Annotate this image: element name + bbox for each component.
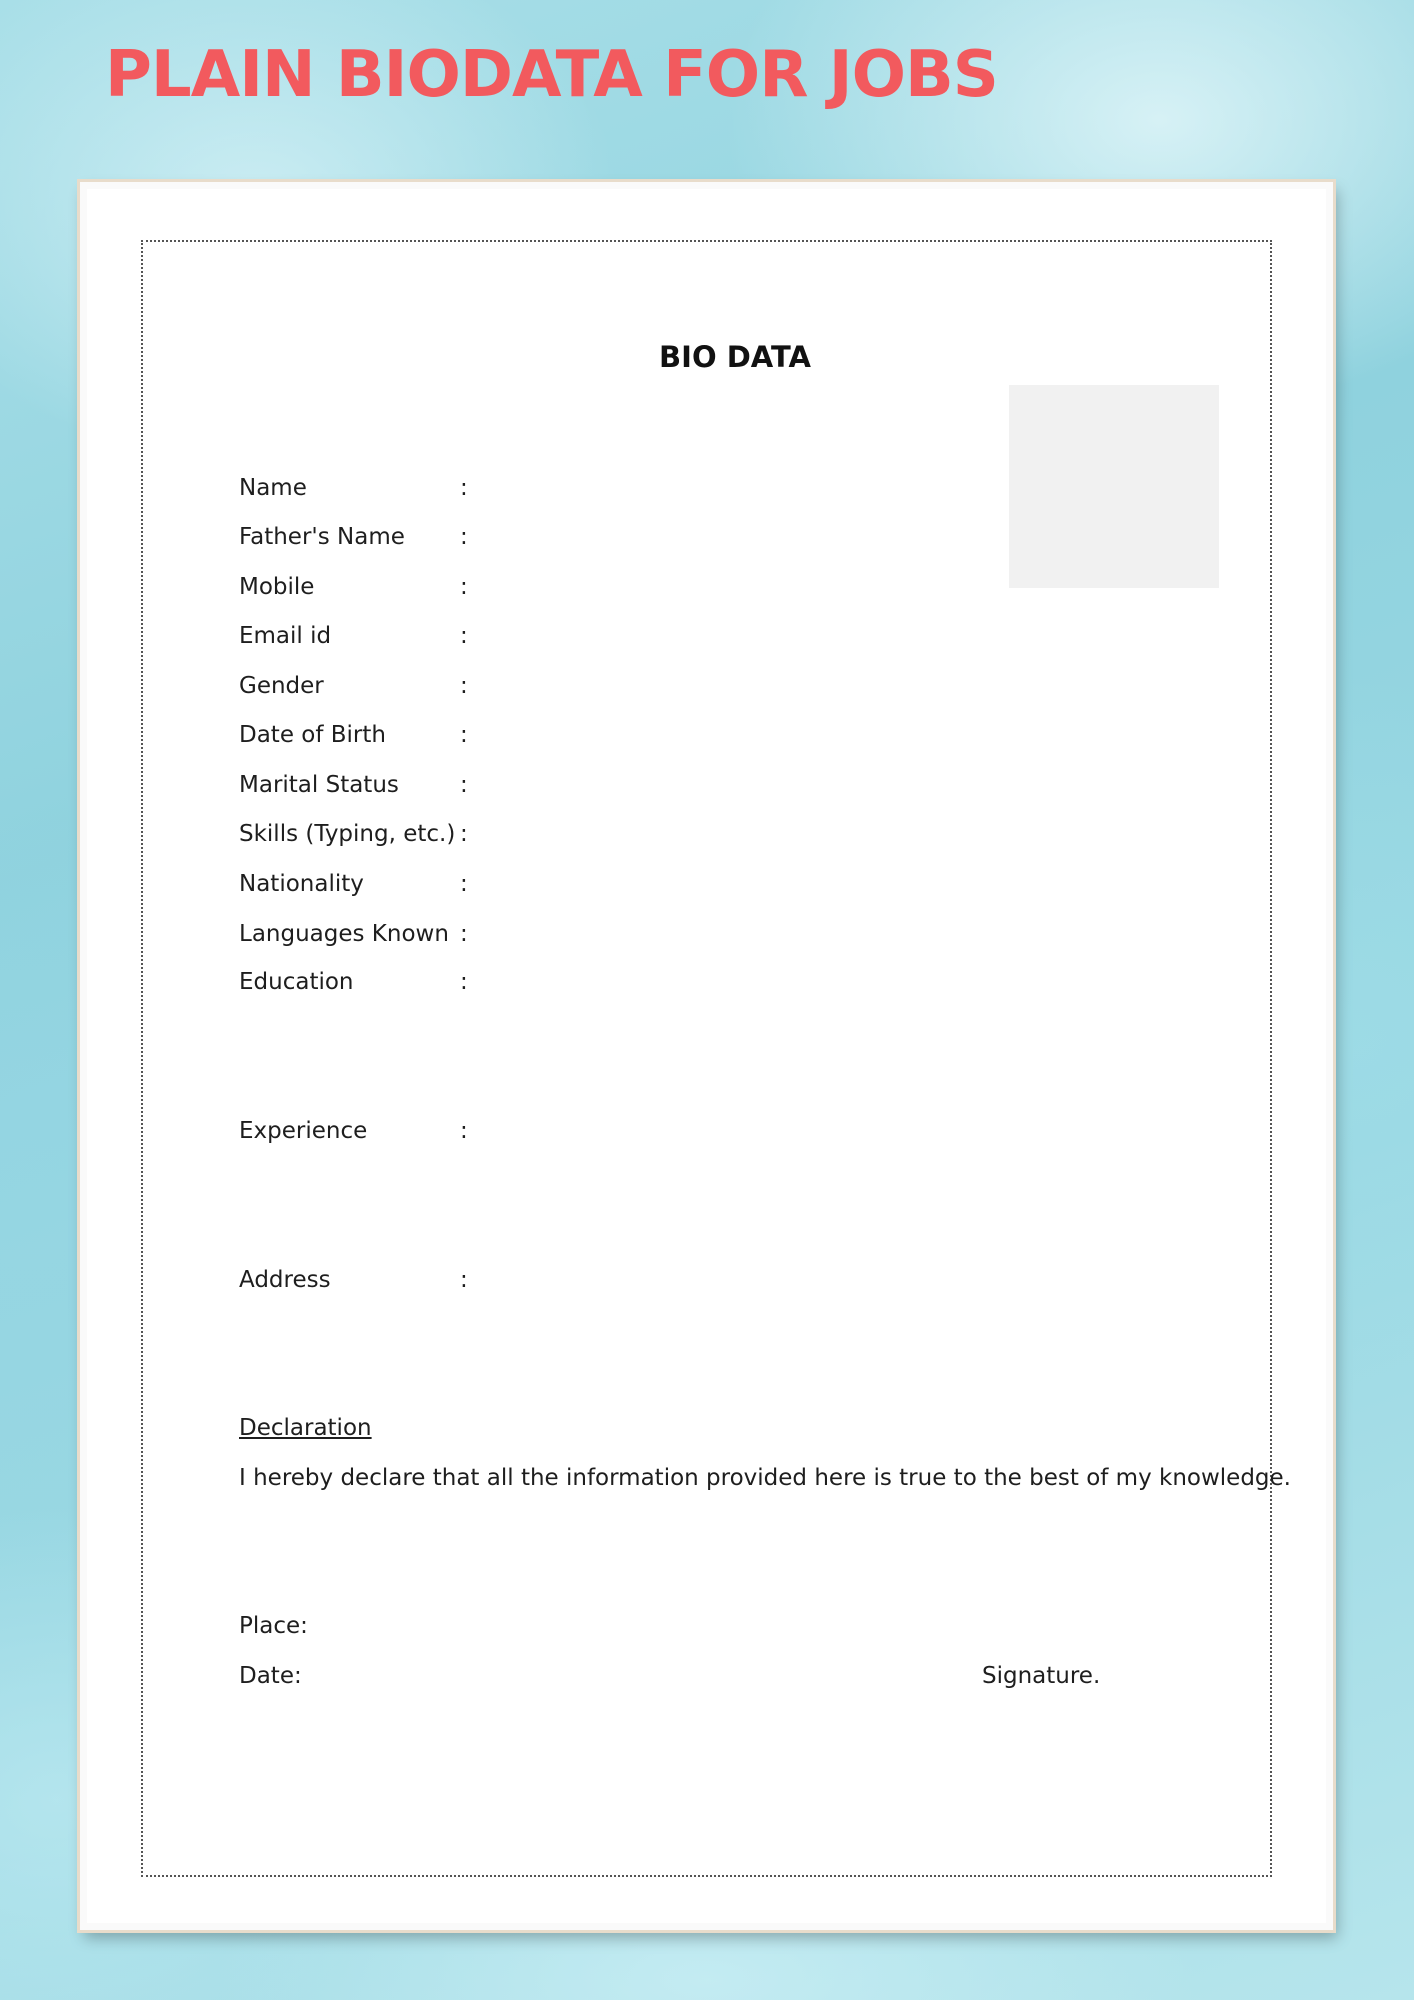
photo-placeholder [1009, 385, 1219, 588]
field-colon: : [460, 722, 468, 748]
field-colon: : [460, 921, 468, 947]
field-label-marital-status: Marital Status [239, 772, 399, 798]
field-colon: : [460, 475, 468, 501]
declaration-text: I hereby declare that all the information provided here is true to the best of my knowledge. [239, 1465, 1291, 1491]
field-colon: : [460, 673, 468, 699]
document-title: BIO DATA [659, 340, 811, 374]
field-label-education: Education [239, 969, 354, 995]
field-label-email: Email id [239, 623, 332, 649]
field-label-name: Name [239, 475, 307, 501]
signature-label: Signature. [982, 1663, 1101, 1689]
field-colon: : [460, 623, 468, 649]
field-colon: : [460, 821, 468, 847]
field-colon: : [460, 1118, 468, 1144]
field-label-skills: Skills (Typing, etc.) [239, 821, 456, 847]
field-colon: : [460, 1267, 468, 1293]
page-heading: PLAIN BIODATA FOR JOBS [105, 38, 998, 112]
field-colon: : [460, 772, 468, 798]
field-label-nationality: Nationality [239, 871, 364, 897]
field-label-languages: Languages Known [239, 921, 449, 947]
field-label-fathers-name: Father's Name [239, 524, 405, 550]
field-label-gender: Gender [239, 673, 324, 699]
field-colon: : [460, 871, 468, 897]
date-label: Date: [239, 1663, 302, 1689]
field-label-mobile: Mobile [239, 574, 315, 600]
field-colon: : [460, 969, 468, 995]
field-label-experience: Experience [239, 1118, 368, 1144]
field-label-date-of-birth: Date of Birth [239, 722, 386, 748]
field-colon: : [460, 524, 468, 550]
field-label-address: Address [239, 1267, 331, 1293]
field-colon: : [460, 574, 468, 600]
place-label: Place: [239, 1613, 308, 1639]
declaration-heading: Declaration [239, 1415, 372, 1441]
